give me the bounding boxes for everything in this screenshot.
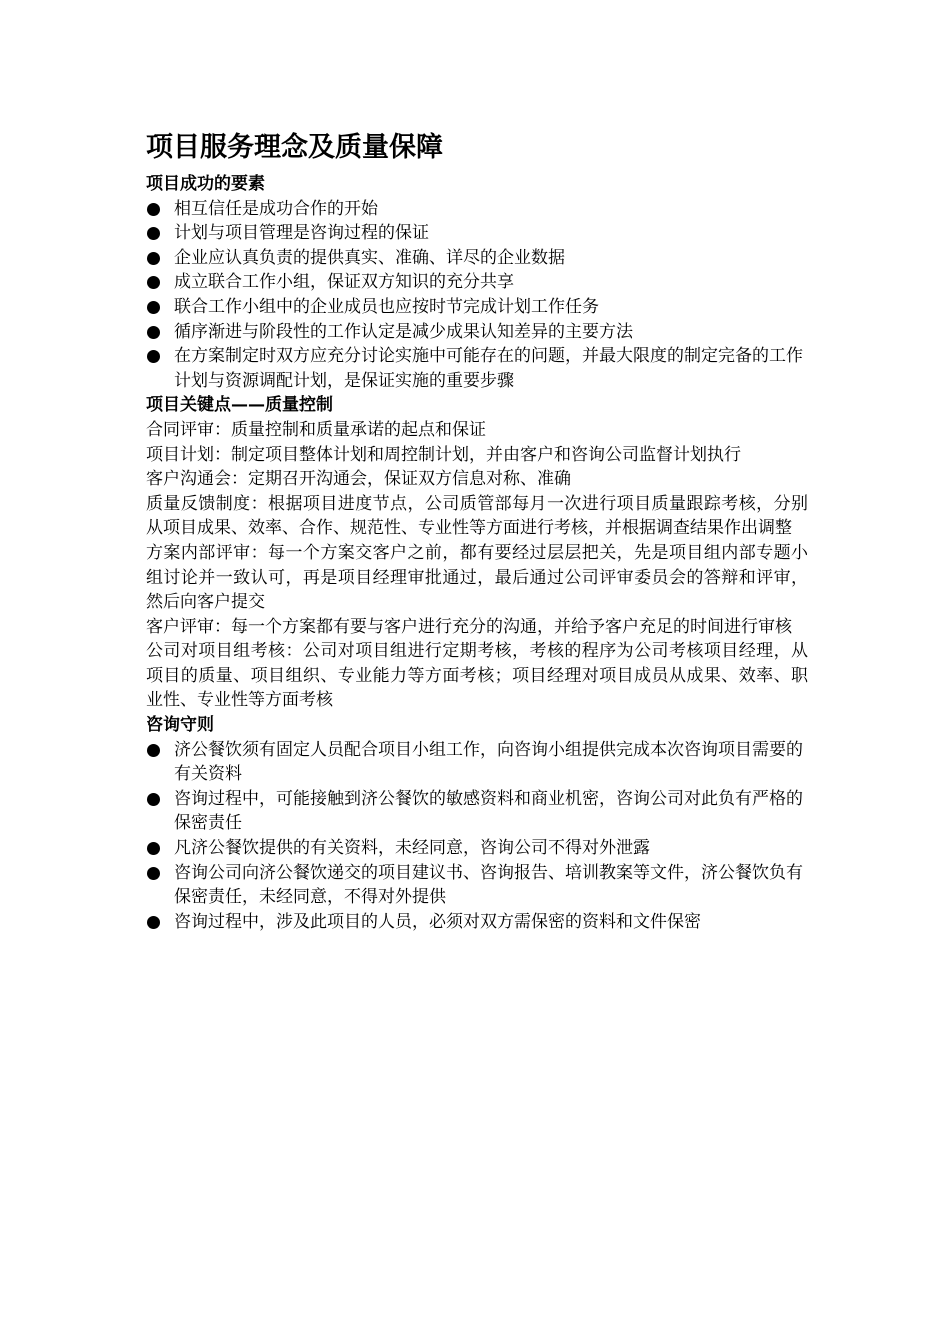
- list-item: 企业应认真负责的提供真实、准确、详尽的企业数据: [146, 246, 808, 271]
- bullet-icon: [147, 350, 160, 363]
- quality-paragraph: 公司对项目组考核：公司对项目组进行定期考核，考核的程序为公司考核项目经理，从项目的质量、项目组织、专业能力等方面考核；项目经理对项目成员从成果、效率、职业性、专业性等方面考核: [146, 641, 808, 711]
- list-item: 凡济公餐饮提供的有关资料，未经同意，咨询公司不得对外泄露: [146, 836, 808, 861]
- document-page: [146, 128, 808, 934]
- bullet-icon: [147, 916, 160, 929]
- bullet-icon: [147, 227, 160, 240]
- list-item: 计划与项目管理是咨询过程的保证: [146, 221, 808, 246]
- section-heading-quality: 项目关键点——质量控制: [146, 395, 333, 416]
- bullet-icon: [147, 252, 160, 265]
- quality-paragraph: 质量反馈制度：根据项目进度节点，公司质管部每月一次进行项目质量跟踪考核，分别从项目成果、效率、合作、规范性、专业性等方面进行考核，并根据调查结果作出调整: [146, 493, 808, 539]
- bullet-icon: [147, 842, 160, 855]
- quality-paragraph: 客户评审：每一个方案都有要与客户进行充分的沟通，并给予客户充足的时间进行审核: [146, 616, 792, 637]
- bullet-icon: [147, 867, 160, 880]
- page-title: 项目服务理念及质量保障: [146, 132, 443, 163]
- list-item: 成立联合工作小组，保证双方知识的充分共享: [146, 270, 808, 295]
- section-heading-rules: 咨询守则: [146, 715, 214, 736]
- list-item: 在方案制定时双方应充分讨论实施中可能存在的问题，并最大限度的制定完备的工作计划与资源调配计划，是保证实施的重要步骤: [146, 344, 808, 393]
- list-item: 咨询过程中，涉及此项目的人员，必须对双方需保密的资料和文件保密: [146, 910, 808, 935]
- bullet-icon: [147, 301, 160, 314]
- quality-paragraph: 项目计划：制定项目整体计划和周控制计划，并由客户和咨询公司监督计划执行: [146, 444, 741, 465]
- section-heading-success: 项目成功的要素: [146, 174, 265, 194]
- success-factors-list: [146, 197, 808, 394]
- list-item: 循序渐进与阶段性的工作认定是减少成果认知差异的主要方法: [146, 320, 808, 345]
- quality-paragraph: 方案内部评审：每一个方案交客户之前，都有要经过层层把关，先是项目组内部专题小组讨论并一致认可，再是项目经理审批通过，最后通过公司评审委员会的答辩和评审，然后向客户提交: [146, 542, 808, 613]
- bullet-icon: [147, 276, 160, 289]
- list-item: 咨询过程中，可能接触到济公餐饮的敏感资料和商业机密，咨询公司对此负有严格的保密责任: [146, 787, 808, 836]
- quality-paragraph: 合同评审：质量控制和质量承诺的起点和保证: [146, 419, 486, 440]
- list-item: 联合工作小组中的企业成员也应按时节完成计划工作任务: [146, 295, 808, 320]
- list-item: 济公餐饮须有固定人员配合项目小组工作，向咨询小组提供完成本次咨询项目需要的有关资料: [146, 738, 808, 787]
- bullet-icon: [147, 326, 160, 339]
- consulting-rules-list: [146, 738, 808, 935]
- bullet-icon: [147, 203, 160, 216]
- quality-paragraph: 客户沟通会：定期召开沟通会，保证双方信息对称、准确: [146, 469, 571, 490]
- bullet-icon: [147, 744, 160, 757]
- list-item: 咨询公司向济公餐饮递交的项目建议书、咨询报告、培训教案等文件，济公餐饮负有保密责任，未经同意，不得对外提供: [146, 861, 808, 910]
- list-item: 相互信任是成功合作的开始: [146, 197, 808, 222]
- bullet-icon: [147, 793, 160, 806]
